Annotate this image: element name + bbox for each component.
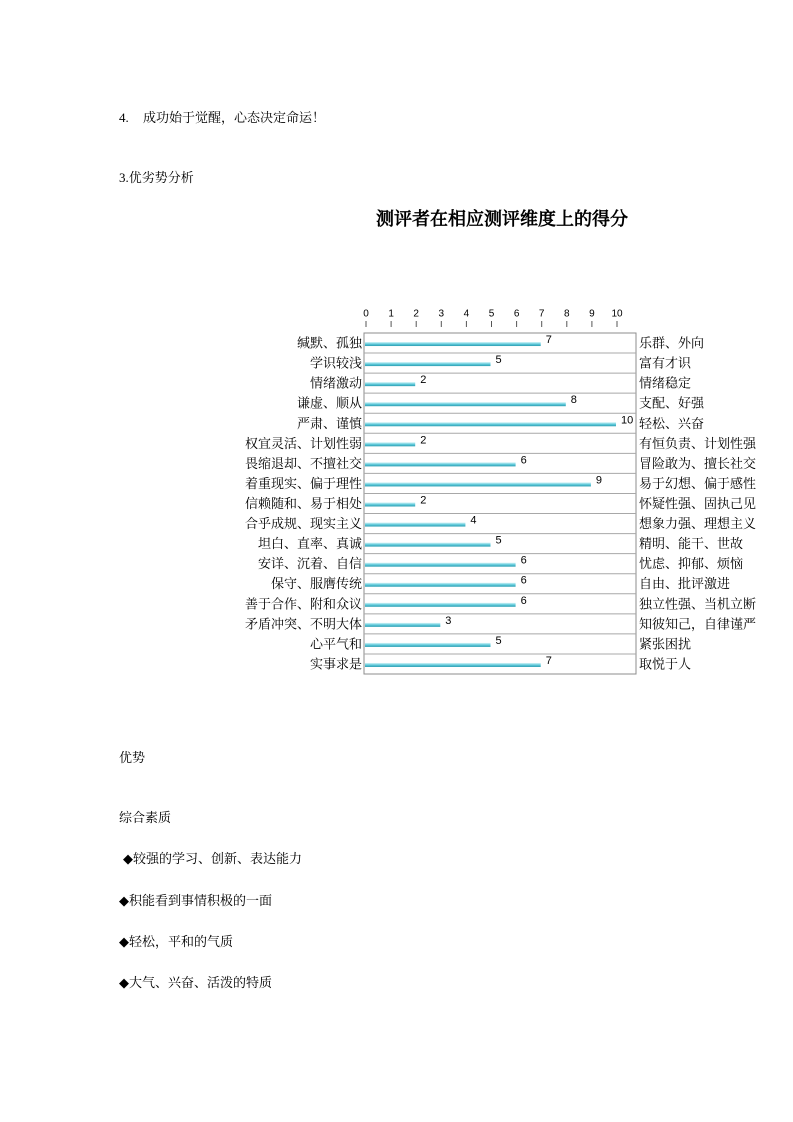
left-trait-label: 情绪激动 — [309, 375, 362, 391]
bar-layer — [365, 334, 633, 667]
score-bar — [365, 523, 465, 527]
left-trait-label: 保守、服膺传统 — [270, 576, 362, 592]
x-axis — [363, 309, 623, 328]
right-trait-label: 乐群、外向 — [639, 335, 705, 351]
score-value-label: 3 — [445, 614, 452, 627]
score-bar — [365, 362, 491, 366]
x-tick-label: 5 — [488, 308, 495, 320]
score-value-label: 5 — [495, 634, 502, 647]
left-trait-label: 合乎成规、现实主义 — [244, 516, 362, 532]
score-value-label: 6 — [520, 594, 527, 607]
bullet-item: ◆积能看到事情积极的一面 — [119, 893, 272, 908]
right-trait-label: 取悦于人 — [639, 656, 692, 672]
score-bar — [365, 402, 566, 406]
left-trait-label: 严肃、谨慎 — [296, 415, 362, 431]
right-trait-label: 冒险敢为、擅长社交 — [639, 455, 757, 471]
score-bar — [365, 643, 491, 647]
x-tick-label: 2 — [413, 308, 419, 320]
score-value-label: 8 — [570, 394, 577, 407]
score-value-label: 9 — [595, 474, 603, 487]
right-trait-label: 有恒负责、计划性强 — [639, 435, 757, 451]
x-tick-label: 9 — [589, 308, 595, 320]
motto-number: 4. — [119, 110, 129, 125]
score-bar — [365, 382, 415, 386]
score-bar — [365, 342, 541, 346]
right-trait-label: 自由、批评激进 — [639, 576, 731, 592]
score-bar — [365, 442, 415, 446]
score-value-label: 7 — [545, 334, 552, 347]
right-trait-label: 易于幻想、偏于感性 — [639, 475, 757, 491]
left-trait-label: 缄默、孤独 — [296, 335, 362, 351]
left-trait-label: 坦白、直率、真诚 — [257, 536, 362, 552]
x-tick-label: 1 — [388, 308, 394, 320]
score-value-label: 5 — [495, 354, 502, 367]
score-value-label: 6 — [520, 554, 527, 567]
left-trait-label: 谦虚、顺从 — [296, 395, 362, 411]
left-trait-label: 权宜灵活、计划性弱 — [244, 435, 362, 451]
left-trait-label: 着重现实、偏于理性 — [244, 475, 362, 491]
x-tick-label: 8 — [564, 308, 570, 320]
score-value-label: 2 — [420, 374, 427, 387]
right-trait-label: 怀疑性强、固执己见 — [639, 496, 757, 511]
left-trait-label: 实事求是 — [309, 656, 362, 672]
score-bar — [365, 482, 591, 486]
overall-quality-subheading: 综合素质 — [119, 810, 172, 825]
right-trait-label: 精明、能干、世故 — [639, 536, 744, 552]
score-bar — [365, 583, 516, 587]
score-value-label: 10 — [621, 414, 634, 427]
left-trait-label: 善于合作、附和众议 — [244, 596, 362, 612]
right-trait-label: 情绪稳定 — [639, 375, 692, 391]
left-trait-label: 信赖随和、易于相处 — [244, 496, 362, 511]
chart-title: 测评者在相应测评维度上的得分 — [376, 209, 628, 229]
right-trait-label: 紧张困扰 — [639, 636, 692, 652]
right-trait-label: 想象力强、理想主义 — [639, 516, 757, 532]
bullet-item: ◆轻松，平和的气质 — [119, 934, 233, 949]
left-trait-label: 畏缩退却、不擅社交 — [244, 455, 362, 471]
score-value-label: 2 — [420, 494, 427, 507]
right-trait-label: 独立性强、当机立断 — [639, 596, 757, 612]
score-value-label: 5 — [495, 534, 502, 547]
bullet-item: ◆较强的学习、创新、表达能力 — [123, 851, 302, 866]
x-tick-label: 0 — [363, 308, 369, 320]
score-bar-chart — [225, 300, 770, 690]
score-value-label: 4 — [470, 514, 477, 527]
score-value-label: 6 — [520, 454, 527, 467]
section-heading: 3.优劣势分析 — [119, 170, 194, 185]
strengths-heading: 优势 — [119, 750, 146, 765]
left-trait-label: 学识较浅 — [309, 355, 362, 371]
score-bar — [365, 462, 516, 466]
x-tick-label: 3 — [438, 308, 445, 320]
score-bar — [365, 603, 516, 607]
left-trait-label: 安详、沉着、自信 — [257, 556, 362, 572]
score-bar — [365, 422, 616, 426]
motto-text: 成功始于觉醒，心态决定命运！ — [143, 110, 326, 125]
score-bar — [365, 503, 415, 507]
bullet-item: ◆大气、兴奋、活泼的特质 — [119, 975, 272, 990]
score-value-label: 7 — [545, 654, 552, 667]
score-bar — [365, 663, 541, 667]
right-trait-label: 富有才识 — [639, 355, 692, 371]
score-bar — [365, 543, 491, 547]
x-tick-label: 10 — [611, 308, 623, 320]
score-value-label: 6 — [520, 574, 527, 587]
x-tick-label: 4 — [463, 308, 470, 320]
right-trait-label: 知彼知己，自律谨严 — [639, 616, 757, 632]
x-tick-label: 7 — [538, 308, 545, 320]
score-bar — [365, 623, 440, 627]
left-trait-label: 矛盾冲突、不明大体 — [244, 616, 362, 632]
left-trait-label: 心平气和 — [309, 636, 362, 652]
score-value-label: 2 — [420, 434, 427, 447]
score-bar — [365, 563, 516, 567]
x-tick-label: 6 — [513, 308, 520, 320]
trait-label-layer — [245, 336, 757, 672]
motto-line — [119, 110, 325, 125]
right-trait-label: 轻松、兴奋 — [639, 415, 705, 431]
right-trait-label: 支配、好强 — [639, 395, 705, 411]
right-trait-label: 忧虑、抑郁、烦恼 — [639, 556, 744, 572]
